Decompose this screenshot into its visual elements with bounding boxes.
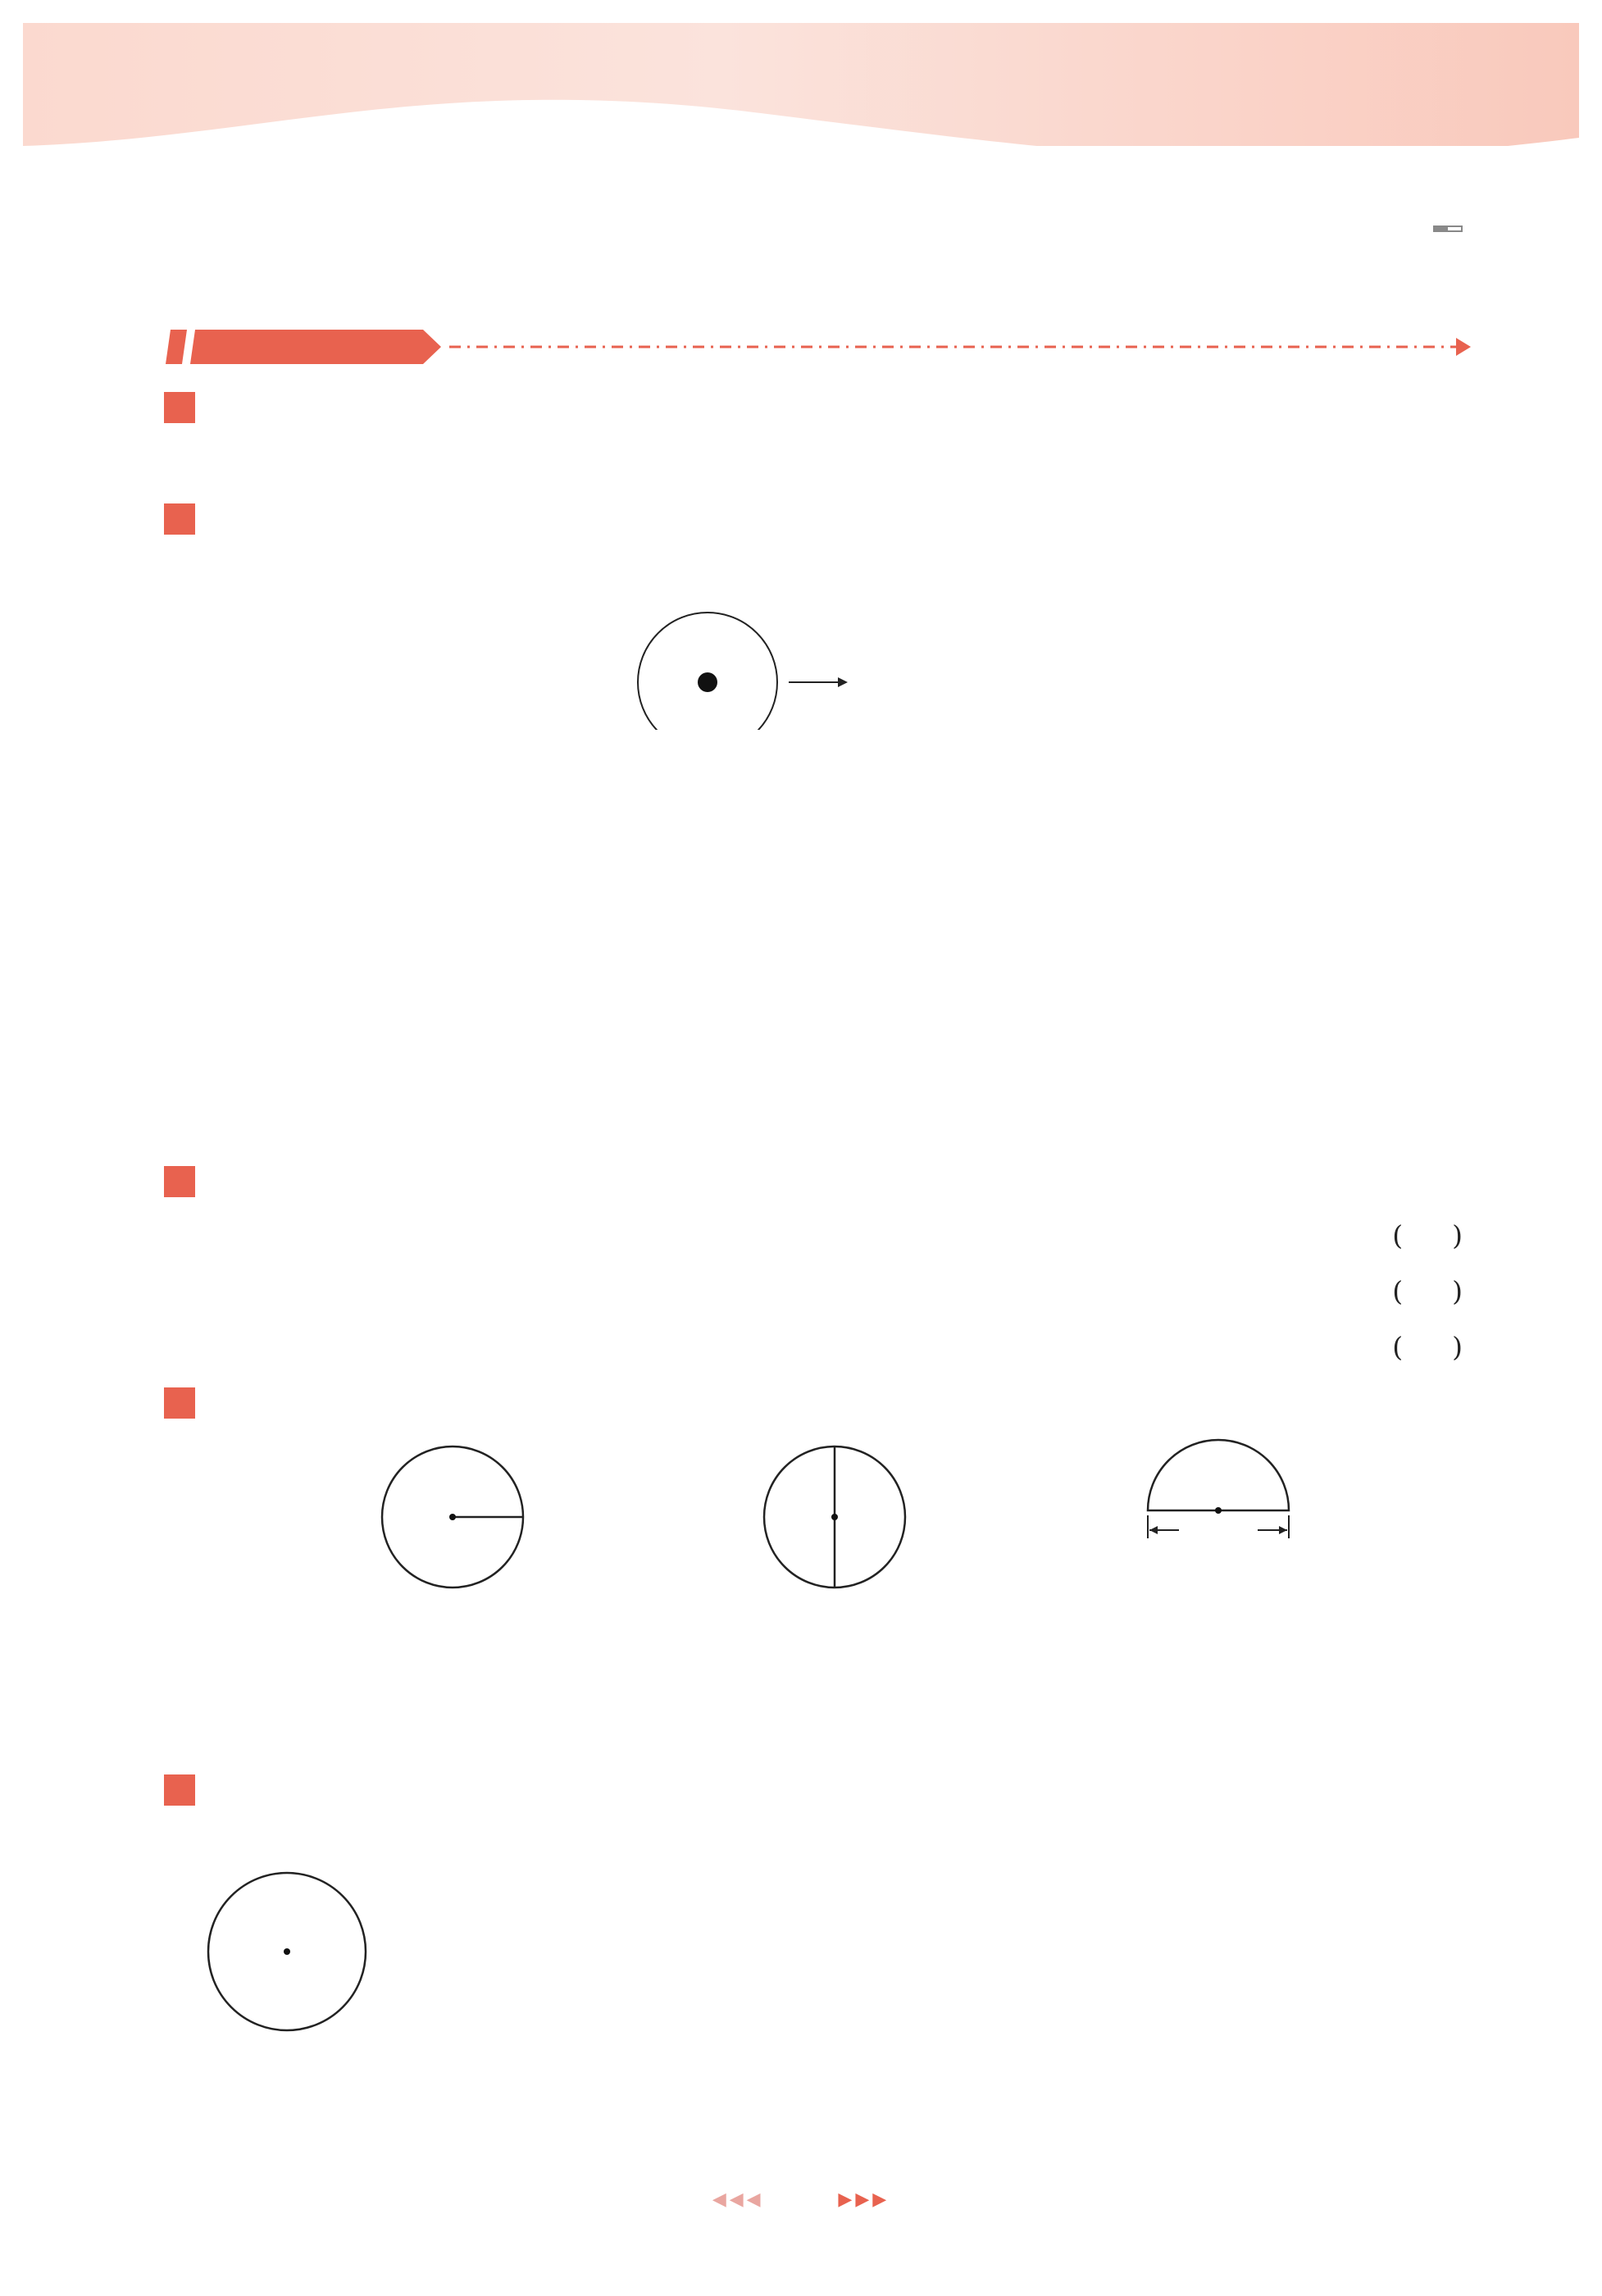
q3-judge-box: ( )	[1392, 1219, 1463, 1251]
q4-number	[164, 1387, 195, 1419]
answer-tag-label	[1435, 227, 1448, 230]
q1-number	[164, 392, 195, 423]
q5-number	[164, 1774, 195, 1806]
q2-sub1-line2	[292, 828, 489, 869]
q4-circle-radius-figure	[372, 1437, 533, 1597]
q3-judge-box: ( )	[1392, 1331, 1463, 1363]
q2-sub2-line1	[259, 884, 505, 925]
q2-part2-line2	[259, 1107, 374, 1148]
q1-prompt	[164, 385, 207, 426]
circle-to-parallelogram-figure	[631, 607, 1090, 730]
q4-circle-diameter-figure	[754, 1437, 915, 1597]
answer-tag	[1433, 226, 1463, 232]
q2-sub1-line1	[259, 772, 472, 813]
q5-prompt-line1	[164, 1768, 207, 1809]
q4-semicircle-figure	[1140, 1437, 1304, 1543]
prev-arrows-icon: ◀◀◀	[712, 2189, 764, 2210]
next-arrows-icon: ▶▶▶	[838, 2189, 890, 2210]
q2-prompt	[164, 497, 207, 538]
answer-tag-page	[1448, 227, 1461, 230]
section-banner	[162, 326, 1474, 367]
header-info	[1345, 90, 1463, 120]
q2-number	[164, 503, 195, 535]
q3-judge-box: ( )	[1392, 1275, 1463, 1307]
q2-sub3	[259, 995, 407, 1036]
q3-prompt	[164, 1159, 207, 1200]
q3-number	[164, 1166, 195, 1197]
page-footer	[0, 2180, 1602, 2212]
q5-circle-rectangle-figure	[205, 1861, 541, 2042]
q4-prompt	[164, 1381, 207, 1422]
